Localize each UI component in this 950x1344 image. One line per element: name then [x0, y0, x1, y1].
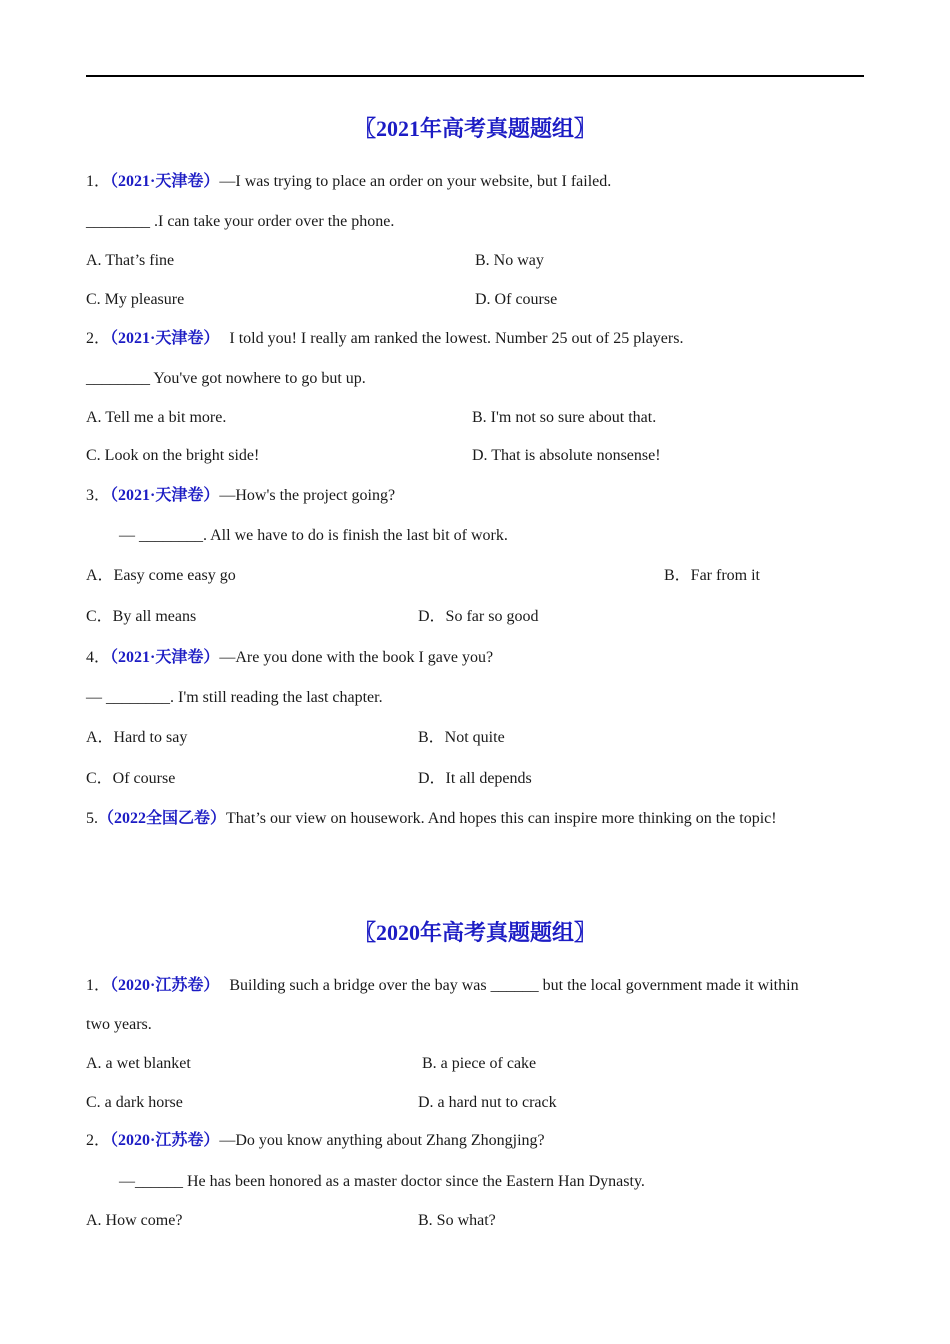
question-2020-1-line2: two years. [86, 1016, 152, 1033]
question-source: （2021·天津卷） [110, 330, 220, 347]
option-d: D．It all depends [418, 770, 532, 787]
question-number: 4． [86, 649, 111, 666]
option-d: D. a hard nut to crack [418, 1094, 557, 1111]
option-c: C．By all means [86, 608, 197, 625]
question-number: 5. [86, 810, 98, 827]
question-source: （2022全国乙卷） [98, 810, 227, 827]
option-b: B．Far from it [664, 567, 760, 584]
question-2020-2-line2: —______ He has been honored as a master doctor since the Eastern Han Dynasty. [119, 1173, 645, 1190]
question-source: （2021·天津卷） [110, 649, 220, 666]
question-number: 2． [86, 1132, 111, 1149]
question-number: 3． [86, 487, 111, 504]
question-2021-4 [86, 648, 493, 668]
question-number: 2． [86, 330, 111, 347]
option-b: B. I'm not so sure about that. [472, 409, 657, 426]
option-a: A．Easy come easy go [86, 567, 236, 584]
question-source: （2021·天津卷） [110, 487, 220, 504]
option-a: A. a wet blanket [86, 1055, 191, 1072]
question-stem: —Do you know anything about Zhang Zhongjing? [219, 1132, 545, 1149]
option-b: B. a piece of cake [422, 1055, 537, 1072]
question-number: 1． [86, 977, 111, 994]
question-2021-5 [86, 809, 777, 829]
question-2020-1 [86, 976, 799, 996]
question-stem: —Are you done with the book I gave you? [219, 649, 494, 666]
question-2021-1-line2: ________ .I can take your order over the phone. [86, 213, 395, 230]
question-number: 1． [86, 173, 111, 190]
section-heading-2020: 〖2020年高考真题题组〗 [353, 920, 596, 945]
question-2021-3 [86, 486, 395, 506]
question-2021-1 [86, 172, 611, 192]
question-2021-3-line2: — ________. All we have to do is finish the last bit of work. [119, 527, 508, 544]
option-b: B. No way [475, 252, 544, 269]
option-d: D．So far so good [418, 608, 539, 625]
option-c: C．Of course [86, 770, 176, 787]
question-stem: I told you! I really am ranked the lowest. Number 25 out of 25 players. [229, 330, 684, 347]
option-a: A. Tell me a bit more. [86, 409, 227, 426]
option-b: B. So what? [418, 1212, 496, 1229]
question-source: （2020·江苏卷） [110, 1132, 220, 1149]
header-rule [86, 75, 864, 77]
question-source: （2020·江苏卷） [110, 977, 220, 994]
option-d: D. Of course [475, 291, 558, 308]
question-2021-2-line2: ________ You've got nowhere to go but up. [86, 370, 366, 387]
question-2021-4-line2: — ________. I'm still reading the last chapter. [86, 689, 383, 706]
question-stem: That’s our view on housework. And hopes this can inspire more thinking on the topic! [226, 810, 777, 827]
option-b: B．Not quite [418, 729, 505, 746]
question-source: （2021·天津卷） [110, 173, 220, 190]
question-stem: —I was trying to place an order on your website, but I failed. [219, 173, 612, 190]
question-2021-2 [86, 329, 683, 349]
option-a: A. That’s fine [86, 252, 175, 269]
option-a: A．Hard to say [86, 729, 188, 746]
option-d: D. That is absolute nonsense! [472, 447, 661, 464]
question-stem: —How's the project going? [219, 487, 396, 504]
question-stem: Building such a bridge over the bay was ______ but the local government made it within [229, 977, 799, 994]
option-a: A. How come? [86, 1212, 183, 1229]
question-2020-2 [86, 1131, 545, 1151]
option-c: C. a dark horse [86, 1094, 183, 1111]
section-heading-2021: 〖2021年高考真题题组〗 [353, 116, 596, 141]
option-c: C. My pleasure [86, 291, 185, 308]
option-c: C. Look on the bright side! [86, 447, 260, 464]
